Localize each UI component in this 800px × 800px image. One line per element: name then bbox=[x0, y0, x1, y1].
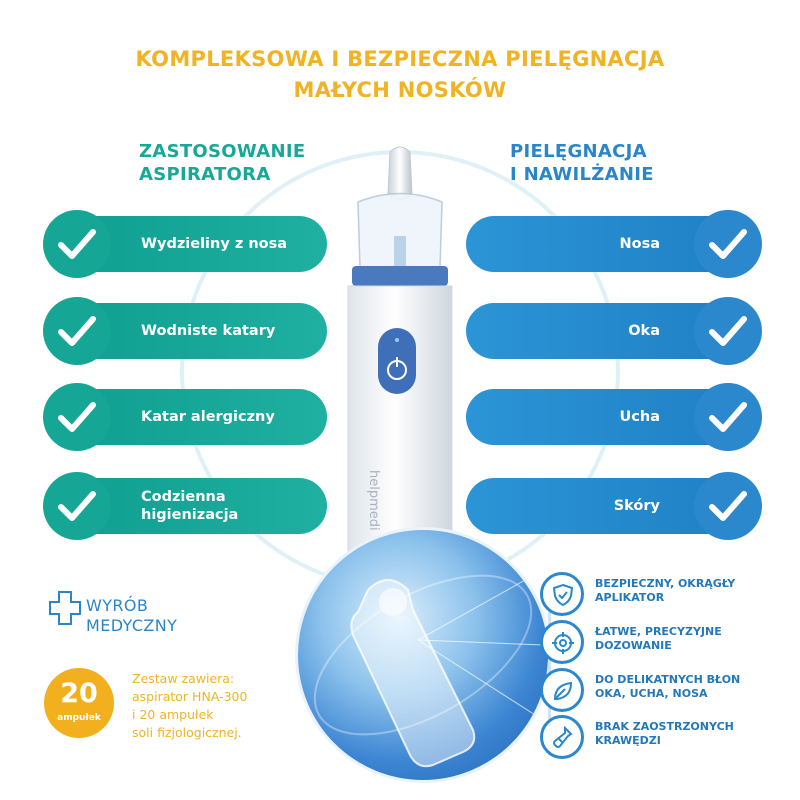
medical-label-line-2: MEDYCZNY bbox=[86, 616, 178, 635]
care-item-label: Nosa bbox=[619, 236, 660, 252]
checkmark-icon bbox=[694, 210, 762, 278]
medical-device-label bbox=[86, 596, 177, 636]
kit-line-2: aspirator HNA-300 bbox=[132, 689, 248, 704]
medical-label-line-1: WYRÓB bbox=[86, 596, 149, 615]
use-item-label: Wodniste katary bbox=[141, 323, 276, 339]
care-item-label: Ucha bbox=[619, 409, 660, 425]
care-item-label: Skóry bbox=[613, 498, 660, 514]
left-heading-line-2: ASPIRATORA bbox=[139, 164, 271, 185]
use-item-label-line-1: Codzienna bbox=[141, 489, 226, 505]
use-item-allergic-rhinitis bbox=[47, 389, 327, 445]
use-item-watery-runny-nose bbox=[47, 303, 327, 359]
ampoule-count: 20 bbox=[60, 678, 98, 709]
feature-line-1: BEZPIECZNY, OKRĄGŁY bbox=[595, 577, 736, 590]
use-item-daily-hygiene bbox=[47, 478, 327, 534]
feature-line-1: DO DELIKATNYCH BŁON bbox=[595, 673, 741, 686]
checkmark-icon bbox=[43, 210, 111, 278]
device-brand-text: helpmedi bbox=[366, 470, 381, 531]
shield-check-icon bbox=[540, 572, 584, 616]
kit-line-1: Zestaw zawiera: bbox=[132, 671, 235, 686]
checkmark-icon bbox=[43, 383, 111, 451]
right-heading-line-2: I NAWILŻANIE bbox=[510, 164, 654, 185]
use-item-label: Wydzieliny z nosa bbox=[141, 236, 288, 252]
feature-line-2: DOZOWANIE bbox=[595, 639, 672, 652]
medical-cross-icon bbox=[48, 590, 82, 626]
feature-line-1: BRAK ZAOSTRZONYCH bbox=[595, 720, 734, 733]
care-item-label: Oka bbox=[628, 323, 660, 339]
checkmark-icon bbox=[694, 472, 762, 540]
ampoule-count-badge bbox=[44, 668, 114, 738]
use-item-label-line-2: higienizacja bbox=[141, 507, 239, 523]
right-column-heading bbox=[510, 140, 654, 186]
ampoule-globe-illustration bbox=[298, 530, 548, 780]
ampoule-count-label: ampułek bbox=[57, 713, 101, 723]
use-item-nasal-secretions bbox=[47, 216, 327, 272]
right-heading-line-1: PIELĘGNACJA bbox=[510, 141, 647, 162]
checkmark-icon bbox=[694, 383, 762, 451]
kit-contents-text bbox=[132, 670, 292, 742]
feature-line-1: ŁATWE, PRECYZYJNE bbox=[595, 625, 722, 638]
checkmark-icon bbox=[43, 297, 111, 365]
use-item-label: Katar alergiczny bbox=[141, 409, 275, 425]
kit-line-3: i 20 ampułek bbox=[132, 707, 214, 722]
left-column-heading bbox=[139, 140, 305, 186]
checkmark-icon bbox=[694, 297, 762, 365]
target-icon bbox=[540, 620, 584, 664]
use-item-label bbox=[141, 478, 311, 534]
left-heading-line-1: ZASTOSOWANIE bbox=[139, 141, 306, 162]
feature-line-2: KRAWĘDZI bbox=[595, 734, 661, 747]
leaf-icon bbox=[540, 668, 584, 712]
ampoule-icon bbox=[540, 715, 584, 759]
ampoule-graphic bbox=[298, 530, 548, 780]
kit-line-4: soli fizjologicznej. bbox=[132, 725, 242, 740]
care-item-skin bbox=[466, 478, 756, 534]
care-item-nose bbox=[466, 216, 756, 272]
care-item-ear bbox=[466, 389, 756, 445]
care-item-eye bbox=[466, 303, 756, 359]
feature-line-2: OKA, UCHA, NOSA bbox=[595, 687, 708, 700]
checkmark-icon bbox=[43, 472, 111, 540]
headline-line-2: MAŁYCH NOSKÓW bbox=[293, 78, 507, 102]
headline-line-1: KOMPLEKSOWA I BEZPIECZNA PIELĘGNACJA bbox=[135, 47, 665, 71]
feature-line-2: APLIKATOR bbox=[595, 591, 665, 604]
